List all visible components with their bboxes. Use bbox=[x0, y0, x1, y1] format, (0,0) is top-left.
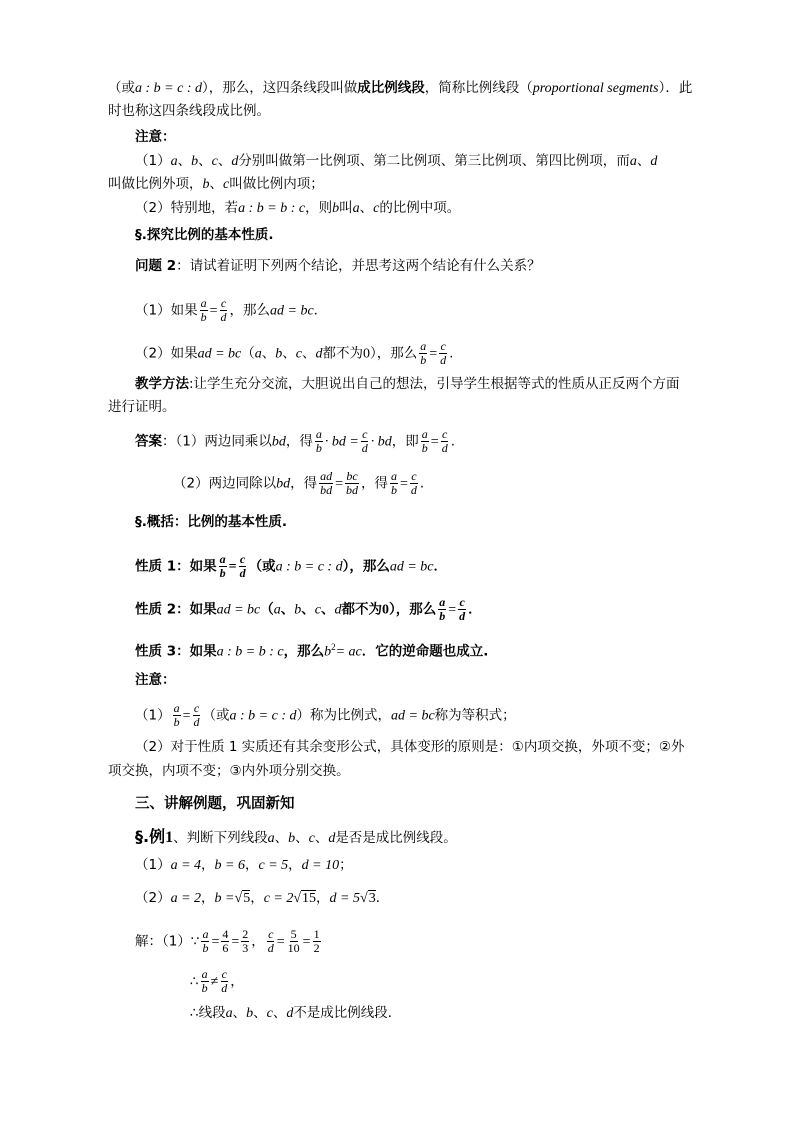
equation: b = bbox=[214, 891, 235, 906]
ratio-expression: a : b = c : d bbox=[275, 559, 343, 575]
text: ， bbox=[288, 857, 302, 873]
fraction bbox=[220, 297, 228, 324]
text: 、 bbox=[261, 345, 276, 362]
ratio-expression: a : b = c : d bbox=[135, 81, 202, 96]
denominator: b bbox=[391, 483, 397, 497]
denominator: 3 bbox=[242, 941, 249, 955]
equation: c = 2 bbox=[263, 891, 294, 906]
paragraph-line bbox=[135, 702, 516, 729]
fraction bbox=[220, 968, 228, 995]
denominator: d bbox=[220, 310, 227, 324]
example-heading bbox=[135, 827, 457, 849]
denominator: 6 bbox=[222, 941, 229, 955]
text: （ bbox=[260, 601, 274, 618]
question-label: 问题 2 bbox=[135, 258, 177, 274]
denominator: d bbox=[361, 441, 368, 455]
var: a bbox=[352, 201, 360, 216]
fraction bbox=[267, 928, 275, 955]
text: 、 bbox=[272, 1005, 287, 1021]
text: ，那么 bbox=[229, 302, 270, 319]
text: 的比例中项。 bbox=[379, 200, 461, 216]
denominator: b bbox=[315, 441, 322, 455]
text: 进行证明。 bbox=[108, 399, 176, 415]
radicand: 5 bbox=[243, 891, 251, 906]
paragraph-line bbox=[108, 101, 270, 121]
denominator: d bbox=[441, 441, 448, 455]
denominator: b bbox=[439, 609, 446, 623]
numerator: a bbox=[201, 967, 208, 981]
text: ：（1）两边同乘以 bbox=[162, 433, 272, 450]
answer-label: 答案 bbox=[135, 433, 162, 450]
fraction bbox=[239, 553, 247, 580]
var: d bbox=[334, 602, 342, 618]
var: a bbox=[225, 1006, 233, 1021]
note-heading bbox=[135, 127, 176, 147]
text: 时也称这四条线段成比例。 bbox=[108, 103, 270, 119]
text: （1） bbox=[135, 857, 171, 873]
numerator: 2 bbox=[242, 927, 249, 941]
fraction bbox=[345, 470, 359, 497]
text: ）．此 bbox=[658, 80, 693, 96]
paragraph-line bbox=[108, 761, 350, 781]
var: a bbox=[254, 346, 262, 362]
equals: = bbox=[209, 303, 218, 319]
denominator: b bbox=[200, 310, 207, 324]
denominator: b bbox=[219, 566, 226, 580]
paragraph-line bbox=[135, 151, 657, 172]
text: ， bbox=[250, 890, 264, 906]
text: （2）特别地，若 bbox=[135, 200, 239, 216]
var: b bbox=[246, 1006, 254, 1021]
var: b bbox=[288, 831, 296, 846]
math: · bd = bbox=[324, 434, 359, 450]
denominator: bd bbox=[346, 483, 358, 497]
text: （1） bbox=[135, 707, 171, 724]
var: a bbox=[170, 154, 178, 169]
text: 性质 3：如果 bbox=[135, 643, 217, 660]
equation: a = 2 bbox=[170, 891, 202, 906]
equation: a = 4 bbox=[170, 858, 202, 873]
numerator: c bbox=[442, 427, 448, 441]
numerator: a bbox=[202, 927, 209, 941]
numerator: c bbox=[220, 296, 227, 310]
text: ，即 bbox=[391, 433, 419, 450]
fraction bbox=[315, 428, 323, 455]
fraction bbox=[201, 928, 209, 955]
text: 、 bbox=[253, 1005, 267, 1021]
equals: = bbox=[211, 934, 220, 950]
text: ，得 bbox=[285, 433, 313, 450]
section-heading bbox=[135, 512, 287, 532]
fraction bbox=[438, 596, 446, 623]
numerator: a bbox=[200, 296, 207, 310]
denominator: d bbox=[221, 981, 228, 995]
text: ， bbox=[316, 890, 330, 906]
example-label: §.例 bbox=[135, 827, 166, 846]
var: c bbox=[211, 154, 218, 169]
numerator: a bbox=[420, 339, 427, 353]
text: 、 bbox=[301, 345, 316, 362]
text: ，得 bbox=[361, 475, 388, 492]
numerator: a bbox=[421, 427, 428, 441]
text: ），那么，这四条线段叫做 bbox=[202, 80, 358, 96]
numerator: c bbox=[459, 595, 465, 609]
denominator: b bbox=[421, 441, 428, 455]
text: 叫做比例外项， bbox=[108, 176, 203, 192]
text: 、 bbox=[198, 153, 212, 169]
text: （2） bbox=[135, 890, 171, 906]
text: 称为等积式； bbox=[434, 707, 516, 724]
text: 是否是成比例线段。 bbox=[335, 830, 457, 846]
equals: = bbox=[430, 434, 439, 450]
denominator: b bbox=[202, 941, 209, 955]
text: 分别叫做第一比例项、第二比例项、第三比例项、第四比例项，而 bbox=[238, 153, 630, 169]
text: ， bbox=[230, 973, 244, 990]
sqrt: √3 bbox=[360, 891, 376, 906]
equation: b = 6 bbox=[214, 858, 245, 873]
equals: = bbox=[276, 934, 285, 950]
sqrt: √5 bbox=[234, 891, 251, 906]
var: d bbox=[328, 831, 336, 846]
fraction bbox=[410, 470, 418, 497]
text: ：请试着证明下列两个结论，并思考这两个结论有什么关系？ bbox=[176, 258, 541, 274]
equation: = ac bbox=[335, 644, 362, 660]
paragraph-line bbox=[135, 198, 460, 219]
text: §.探究比例的基本性质. bbox=[135, 227, 274, 243]
fraction bbox=[441, 428, 449, 455]
paragraph-line bbox=[108, 174, 324, 195]
numerator: a bbox=[391, 469, 397, 483]
paragraph-line bbox=[135, 374, 680, 394]
radicand: 3 bbox=[368, 891, 376, 906]
text: ），那么 bbox=[388, 601, 437, 618]
var: a bbox=[273, 602, 281, 618]
ratio-expression: a : b = b : c bbox=[238, 201, 306, 216]
text: （2）两边同除以 bbox=[173, 475, 277, 492]
fraction bbox=[287, 928, 301, 955]
paragraph-line bbox=[108, 397, 176, 417]
equals: = bbox=[302, 934, 311, 950]
text: （或 bbox=[248, 558, 276, 575]
text: 、 bbox=[359, 200, 374, 216]
text: :让学生充分交流，大胆说出自己的想法，引导学生根据等式的性质从正反两个方面 bbox=[189, 376, 680, 392]
denominator: d bbox=[459, 609, 466, 623]
var: c bbox=[223, 177, 230, 192]
denominator: d bbox=[193, 715, 200, 729]
var: b bbox=[202, 177, 210, 192]
text: §.概括：比例的基本性质. bbox=[135, 514, 288, 530]
numerator: c bbox=[411, 469, 417, 483]
text: ； bbox=[339, 857, 353, 873]
text: . bbox=[449, 345, 454, 362]
var: c bbox=[295, 346, 302, 362]
text: 、 bbox=[282, 345, 296, 362]
property-3 bbox=[135, 637, 488, 663]
equation: d = 5 bbox=[329, 891, 360, 906]
ratio-expression: a : b = c : d bbox=[229, 708, 297, 724]
fraction bbox=[361, 428, 369, 455]
denominator: bd bbox=[320, 483, 333, 497]
text: 都不为 bbox=[341, 601, 382, 618]
text: ． bbox=[313, 302, 328, 319]
fraction bbox=[193, 702, 201, 729]
paragraph-line bbox=[135, 737, 684, 757]
paragraph-line bbox=[135, 888, 389, 909]
numerator: c bbox=[193, 701, 200, 715]
denominator: d bbox=[239, 566, 246, 580]
text: 、 bbox=[232, 1005, 247, 1021]
var: a bbox=[629, 154, 637, 169]
radicand: 15 bbox=[302, 891, 317, 906]
sqrt: √15 bbox=[293, 891, 317, 906]
var: bd bbox=[271, 434, 286, 450]
numerator: c bbox=[268, 927, 274, 941]
ratio-expression: a : b = b : c bbox=[216, 644, 284, 660]
text: 、 bbox=[295, 830, 309, 846]
text: （1） bbox=[135, 153, 171, 169]
section-heading bbox=[135, 225, 274, 245]
equation: d = 10 bbox=[301, 858, 340, 873]
denominator: d bbox=[440, 353, 447, 367]
text: ，则 bbox=[305, 200, 333, 216]
denominator: 2 bbox=[313, 941, 320, 955]
fraction bbox=[201, 968, 209, 995]
numerator: 1 bbox=[313, 927, 320, 941]
equation: ad = bc bbox=[391, 708, 435, 724]
denominator: b bbox=[420, 353, 427, 367]
text: （2）对于性质 1 实质还有其余变形公式，具体变形的原则是：①内项交换，外项不变；②外 bbox=[135, 739, 685, 755]
paragraph-line bbox=[108, 78, 692, 99]
fraction bbox=[458, 596, 466, 623]
fraction bbox=[439, 340, 447, 367]
var: a bbox=[267, 831, 275, 846]
equals: = bbox=[182, 708, 191, 724]
text: 性质 2：如果 bbox=[135, 601, 217, 618]
text: ∴线段 bbox=[190, 1005, 226, 1021]
text: ．它的逆命题也成立. bbox=[361, 643, 489, 660]
text: 、 bbox=[274, 830, 289, 846]
var: b bbox=[191, 154, 199, 169]
fraction bbox=[421, 428, 429, 455]
solution-line bbox=[190, 1003, 401, 1024]
method-label: 教学方法 bbox=[135, 376, 189, 392]
text: 项交换，内项不变；③内外项分别交换。 bbox=[108, 763, 350, 779]
var: c bbox=[373, 201, 380, 216]
fraction bbox=[173, 702, 181, 729]
equals: = bbox=[448, 602, 457, 618]
text: （ bbox=[241, 345, 255, 362]
text: 叫做比例内项； bbox=[229, 176, 324, 192]
var: b bbox=[324, 644, 332, 660]
var: d bbox=[315, 346, 323, 362]
text: 、 bbox=[636, 153, 651, 169]
text: 叫 bbox=[339, 200, 353, 216]
text: 、 bbox=[217, 153, 232, 169]
var: c bbox=[308, 831, 315, 846]
property-2 bbox=[135, 596, 482, 623]
text: . bbox=[450, 433, 455, 450]
paragraph-line bbox=[135, 256, 541, 276]
numerator: a bbox=[219, 552, 226, 566]
equation: ad = bc bbox=[389, 559, 434, 575]
equals: = bbox=[228, 559, 237, 575]
text: 注意： bbox=[135, 672, 176, 688]
exponent: 2 bbox=[331, 642, 336, 652]
text: 、 bbox=[177, 153, 192, 169]
fraction bbox=[200, 297, 208, 324]
number: 0 bbox=[381, 602, 389, 618]
not-equal: ≠ bbox=[210, 974, 219, 990]
fraction bbox=[419, 340, 427, 367]
text: . bbox=[419, 475, 425, 492]
number: 0 bbox=[362, 346, 370, 362]
text: （或 bbox=[108, 80, 135, 96]
numerator: c bbox=[362, 427, 368, 441]
term-bold: 成比例线段 bbox=[357, 80, 425, 96]
text: 、 bbox=[280, 601, 295, 618]
text: ， bbox=[245, 857, 259, 873]
numerator: a bbox=[173, 701, 180, 715]
math: · bd bbox=[370, 434, 392, 450]
paragraph-line bbox=[135, 297, 327, 324]
var: d bbox=[286, 1006, 294, 1021]
var: b bbox=[294, 602, 302, 618]
equals: = bbox=[429, 346, 438, 362]
text: ，得 bbox=[290, 475, 318, 492]
denominator: b bbox=[201, 981, 208, 995]
fraction bbox=[390, 470, 398, 497]
paragraph-line bbox=[135, 340, 453, 367]
fraction bbox=[313, 928, 321, 955]
text: ），那么 bbox=[369, 345, 418, 362]
text: ）称为比例式， bbox=[296, 707, 391, 724]
text: 解：（1）∵ bbox=[135, 933, 200, 950]
equals: = bbox=[335, 476, 343, 492]
text: 注意： bbox=[135, 129, 176, 145]
numerator: 4 bbox=[222, 927, 229, 941]
equals: = bbox=[400, 476, 408, 492]
text: ），那么 bbox=[342, 558, 390, 575]
fraction bbox=[241, 928, 249, 955]
numerator: c bbox=[221, 967, 227, 981]
example-number: 1 bbox=[165, 829, 174, 846]
paragraph-line bbox=[173, 470, 424, 497]
denominator: b bbox=[173, 715, 180, 729]
english-term: proportional segments bbox=[532, 81, 659, 96]
property-1 bbox=[135, 553, 447, 580]
equation: ad = bc bbox=[270, 303, 314, 319]
text: 、 bbox=[314, 830, 329, 846]
text: ． bbox=[468, 601, 482, 618]
var: d bbox=[650, 154, 658, 169]
var: c bbox=[266, 1006, 273, 1021]
var: c bbox=[314, 602, 321, 618]
equation: c = 5 bbox=[258, 858, 289, 873]
text: ，简称比例线段（ bbox=[424, 80, 533, 96]
text: ， bbox=[201, 857, 215, 873]
note-heading bbox=[135, 670, 176, 690]
text: 、 bbox=[301, 601, 315, 618]
fraction bbox=[219, 553, 227, 580]
text: 都不为 bbox=[322, 345, 363, 362]
fraction bbox=[221, 928, 229, 955]
denominator: d bbox=[410, 483, 417, 497]
equation: ad = bc bbox=[216, 602, 261, 618]
paragraph-line bbox=[135, 855, 353, 876]
text: ， bbox=[251, 933, 265, 950]
text: 、 bbox=[320, 601, 335, 618]
chapter-heading bbox=[135, 794, 295, 814]
numerator: c bbox=[239, 552, 246, 566]
numerator: a bbox=[315, 427, 322, 441]
text: 、判断下列线段 bbox=[173, 830, 268, 846]
solution-line bbox=[135, 928, 323, 955]
numerator: ad bbox=[320, 469, 333, 483]
var: bd bbox=[276, 476, 291, 492]
numerator: 5 bbox=[290, 927, 297, 941]
text: ，那么 bbox=[283, 643, 325, 660]
text: 、 bbox=[209, 176, 223, 192]
text: ． bbox=[433, 558, 447, 575]
equals: = bbox=[231, 934, 240, 950]
numerator: c bbox=[440, 339, 446, 353]
fraction bbox=[319, 470, 333, 497]
var: b bbox=[275, 346, 283, 362]
solution-line bbox=[190, 968, 244, 995]
denominator: d bbox=[267, 941, 274, 955]
text: （2）如果 bbox=[135, 345, 198, 362]
text: ． bbox=[375, 890, 390, 906]
text: ， bbox=[201, 890, 215, 906]
text: 不是成比例线段． bbox=[293, 1005, 402, 1021]
var: d bbox=[231, 154, 239, 169]
paragraph-line bbox=[135, 428, 455, 455]
denominator: 10 bbox=[287, 941, 300, 955]
numerator: a bbox=[439, 595, 446, 609]
text: （1）如果 bbox=[135, 302, 198, 319]
text: 三、讲解例题，巩固新知 bbox=[135, 796, 295, 812]
text: （或 bbox=[202, 707, 230, 724]
therefore-symbol: ∴ bbox=[190, 973, 199, 990]
numerator: bc bbox=[346, 469, 358, 483]
text: 性质 1：如果 bbox=[135, 558, 217, 575]
equation: ad = bc bbox=[197, 346, 242, 362]
var: b bbox=[332, 201, 340, 216]
